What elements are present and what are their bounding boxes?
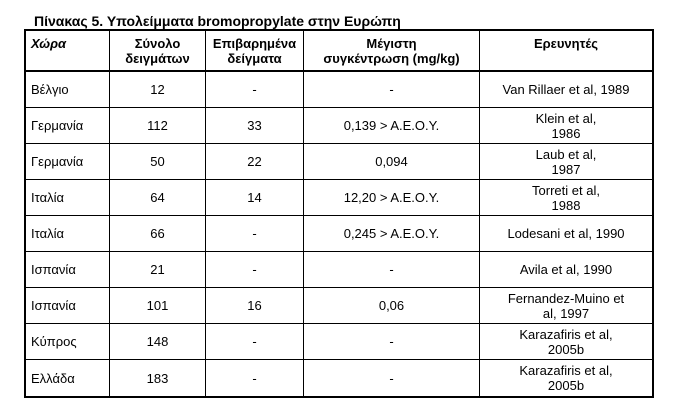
researcher-line: Lodesani et al, 1990	[507, 226, 625, 241]
cell-country: Ιταλία	[26, 216, 110, 252]
header-contaminated-samples: Επιβαρημένα δείγματα	[206, 31, 304, 72]
researcher-line: al, 1997	[542, 305, 590, 321]
cell-total-samples: 12	[110, 72, 206, 108]
cell-country: Ισπανία	[26, 288, 110, 324]
researcher-line: 2005b	[547, 378, 585, 393]
cell-max-concentration: 0,06	[304, 288, 480, 324]
cell-contaminated-samples: -	[206, 324, 304, 360]
cell-contaminated-samples: -	[206, 360, 304, 396]
cell-contaminated-samples: -	[206, 216, 304, 252]
table-row	[26, 108, 652, 144]
researcher-line: Karazafiris et al,	[519, 326, 613, 342]
cell-total-samples: 112	[110, 108, 206, 144]
researcher-line: Fernandez-Muino et	[507, 290, 625, 306]
cell-country: Ιταλία	[26, 180, 110, 216]
table-row	[26, 360, 652, 396]
researcher-line: 1987	[551, 161, 581, 177]
researcher-line: Laub et al,	[535, 146, 597, 162]
cell-country: Ελλάδα	[26, 360, 110, 396]
researcher-line: Avila et al, 1990	[519, 262, 613, 277]
cell-researchers	[480, 360, 652, 396]
cell-total-samples: 148	[110, 324, 206, 360]
cell-researchers	[480, 324, 652, 360]
cell-total-samples: 101	[110, 288, 206, 324]
table-row	[26, 288, 652, 324]
cell-contaminated-samples: 33	[206, 108, 304, 144]
cell-contaminated-samples: 16	[206, 288, 304, 324]
header-researchers: Ερευνητές	[480, 31, 652, 72]
cell-contaminated-samples: 14	[206, 180, 304, 216]
cell-country: Ισπανία	[26, 252, 110, 288]
cell-max-concentration: 0,139 > Α.Ε.Ο.Υ.	[304, 108, 480, 144]
cell-max-concentration: 0,094	[304, 144, 480, 180]
table-row	[26, 72, 652, 108]
cell-researchers	[480, 288, 652, 324]
cell-max-concentration: -	[304, 360, 480, 396]
cell-researchers	[480, 216, 652, 252]
cell-total-samples: 50	[110, 144, 206, 180]
cell-contaminated-samples: 22	[206, 144, 304, 180]
table-row	[26, 252, 652, 288]
cell-contaminated-samples: -	[206, 252, 304, 288]
cell-total-samples: 66	[110, 216, 206, 252]
cell-max-concentration: 12,20 > Α.Ε.Ο.Υ.	[304, 180, 480, 216]
researcher-line: Klein et al,	[535, 110, 597, 126]
cell-contaminated-samples: -	[206, 72, 304, 108]
table-body	[26, 72, 652, 396]
cell-researchers	[480, 108, 652, 144]
cell-max-concentration: -	[304, 72, 480, 108]
table-row	[26, 216, 652, 252]
researcher-line: 2005b	[547, 341, 585, 357]
residues-table	[24, 29, 654, 398]
cell-max-concentration: -	[304, 252, 480, 288]
cell-country: Κύπρος	[26, 324, 110, 360]
researcher-line: Torreti et al,	[532, 182, 600, 198]
header-row	[26, 31, 652, 72]
researcher-line: Van Rillaer et al, 1989	[502, 82, 630, 97]
researcher-line: 1986	[551, 125, 581, 141]
table-caption: Πίνακας 5. Υπολείμματα bromopropylate στην Ευρώπη	[34, 13, 401, 29]
table-row	[26, 324, 652, 360]
cell-country: Βέλγιο	[26, 72, 110, 108]
cell-total-samples: 183	[110, 360, 206, 396]
cell-max-concentration: 0,245 > Α.Ε.Ο.Υ.	[304, 216, 480, 252]
table-row	[26, 180, 652, 216]
cell-total-samples: 64	[110, 180, 206, 216]
header-country: Χώρα	[26, 31, 110, 72]
cell-researchers	[480, 180, 652, 216]
cell-researchers	[480, 252, 652, 288]
table-row	[26, 144, 652, 180]
cell-max-concentration: -	[304, 324, 480, 360]
header-max-concentration: Μέγιστη συγκέντρωση (mg/kg)	[304, 31, 480, 72]
cell-total-samples: 21	[110, 252, 206, 288]
cell-country: Γερμανία	[26, 144, 110, 180]
cell-country: Γερμανία	[26, 108, 110, 144]
header-total-samples: Σύνολο δειγμάτων	[110, 31, 206, 72]
cell-researchers	[480, 72, 652, 108]
researcher-line: 1988	[551, 197, 581, 213]
cell-researchers	[480, 144, 652, 180]
researcher-line: Karazafiris et al,	[519, 363, 613, 378]
